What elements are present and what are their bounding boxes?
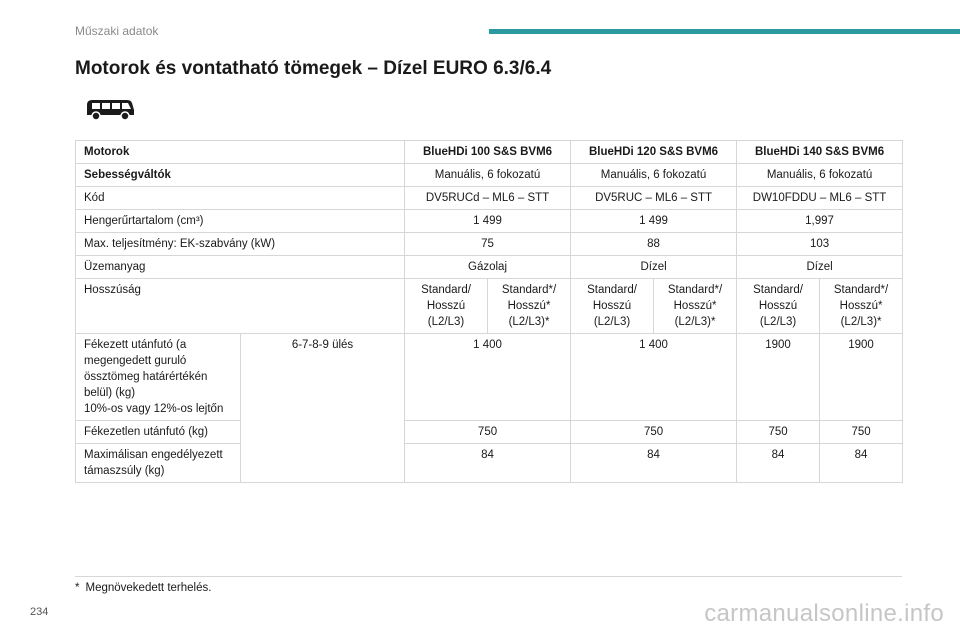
table-cell: Manuális, 6 fokozatú <box>571 164 737 187</box>
table-cell-length: Standard*/ Hosszú* (L2/L3)* <box>820 279 903 334</box>
table-cell: 1900 <box>737 334 820 421</box>
van-icon <box>83 94 135 122</box>
page-number: 234 <box>30 606 49 618</box>
footnote-divider <box>75 576 902 577</box>
table-row-nose-weight <box>76 444 903 483</box>
table-row-displacement <box>76 210 903 233</box>
table-cell: 750 <box>405 421 571 444</box>
table-row-code <box>76 187 903 210</box>
row-label-gearbox: Sebességváltók <box>76 164 405 187</box>
table-cell: DV5RUC – ML6 – STT <box>571 187 737 210</box>
row-label-unbraked-trailer: Fékezetlen utánfutó (kg) <box>76 421 241 444</box>
table-cell: 103 <box>737 233 903 256</box>
table-row-power <box>76 233 903 256</box>
table-cell: 75 <box>405 233 571 256</box>
table-cell: 750 <box>571 421 737 444</box>
row-label-braked-trailer: Fékezett utánfutó (a megengedett guruló össztömeg határértékén belül) (kg) 10%-os vagy 12%-os lejtőn <box>76 334 241 421</box>
footnote <box>75 582 211 594</box>
table-cell: Dízel <box>737 256 903 279</box>
table-row-gearbox <box>76 164 903 187</box>
row-label-power: Max. teljesítmény: EK-szabvány (kW) <box>76 233 405 256</box>
table-cell: DW10FDDU – ML6 – STT <box>737 187 903 210</box>
table-cell-length: Standard/ Hosszú (L2/L3) <box>405 279 488 334</box>
table-cell: DV5RUCd – ML6 – STT <box>405 187 571 210</box>
table-cell: 750 <box>820 421 903 444</box>
page-title: Motorok és vontatható tömegek – Dízel EURO 6.3/6.4 <box>75 58 552 79</box>
row-label-code: Kód <box>76 187 405 210</box>
row-label-length: Hosszúság <box>76 279 405 334</box>
engine-spec-table <box>75 140 903 483</box>
table-cell: 1,997 <box>737 210 903 233</box>
table-cell: 1 400 <box>571 334 737 421</box>
table-cell-length: Standard/ Hosszú (L2/L3) <box>571 279 654 334</box>
table-row-braked-trailer <box>76 334 903 421</box>
table-row-unbraked-trailer <box>76 421 903 444</box>
row-label-engines: Motorok <box>76 141 405 164</box>
table-cell-length: Standard/ Hosszú (L2/L3) <box>737 279 820 334</box>
row-label-fuel: Üzemanyag <box>76 256 405 279</box>
watermark: carmanualsonline.info <box>704 600 944 627</box>
table-cell: Dízel <box>571 256 737 279</box>
row-label-displacement: Hengerűrtartalom (cm³) <box>76 210 405 233</box>
table-row-length <box>76 279 903 334</box>
table-cell: Manuális, 6 fokozatú <box>405 164 571 187</box>
table-cell-length: Standard*/ Hosszú* (L2/L3)* <box>488 279 571 334</box>
table-cell: 84 <box>571 444 737 483</box>
table-cell: 84 <box>820 444 903 483</box>
table-cell: 1 499 <box>571 210 737 233</box>
engine-col-2: BlueHDi 120 S&S BVM6 <box>571 141 737 164</box>
table-cell: 750 <box>737 421 820 444</box>
table-cell-length: Standard*/ Hosszú* (L2/L3)* <box>654 279 737 334</box>
row-label-nose-weight: Maximálisan engedélyezett támaszsúly (kg) <box>76 444 241 483</box>
footnote-text: Megnövekedett terhelés. <box>85 582 212 594</box>
accent-bar <box>489 29 960 34</box>
table-row-engines <box>76 141 903 164</box>
table-row-fuel <box>76 256 903 279</box>
table-cell: 84 <box>737 444 820 483</box>
table-cell: Manuális, 6 fokozatú <box>737 164 903 187</box>
engine-col-1: BlueHDi 100 S&S BVM6 <box>405 141 571 164</box>
seats-cell: 6-7-8-9 ülés <box>241 334 405 483</box>
section-title: Műszaki adatok <box>75 24 159 38</box>
table-cell: 1 499 <box>405 210 571 233</box>
footnote-mark: * <box>75 582 80 594</box>
table-cell: 1900 <box>820 334 903 421</box>
table-cell: Gázolaj <box>405 256 571 279</box>
table-cell: 88 <box>571 233 737 256</box>
table-cell: 1 400 <box>405 334 571 421</box>
table-cell: 84 <box>405 444 571 483</box>
engine-col-3: BlueHDi 140 S&S BVM6 <box>737 141 903 164</box>
